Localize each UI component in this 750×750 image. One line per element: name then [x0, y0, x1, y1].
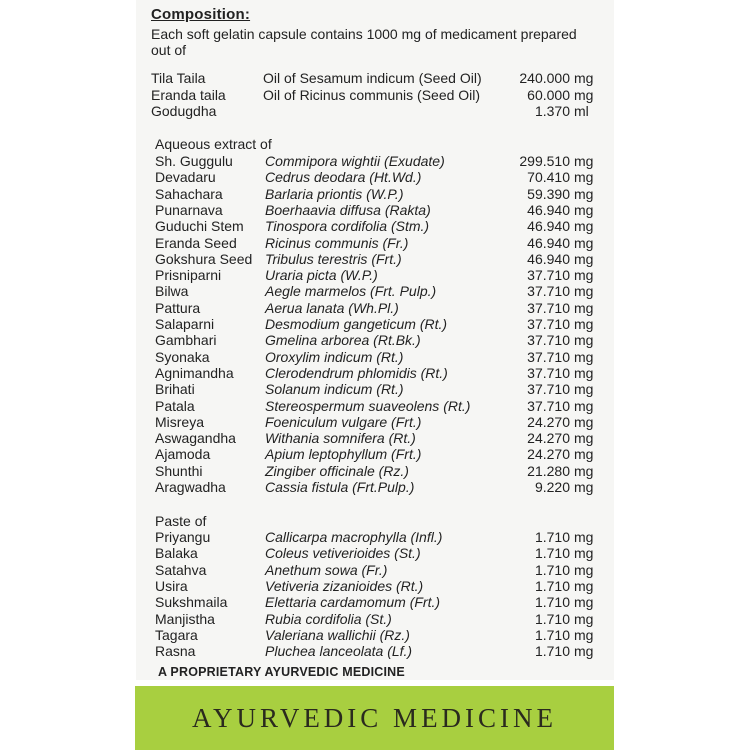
ingredient-quantity	[470, 529, 596, 545]
quantity-value: 37.710	[527, 283, 570, 300]
quantity-value: 37.710	[527, 267, 570, 284]
ingredient-source: Elettaria cardamomum (Frt.)	[265, 594, 441, 611]
ingredient-name: Agnimandha	[155, 364, 234, 381]
ingredient-row	[0, 446, 750, 462]
quantity-value: 46.940	[527, 201, 570, 218]
ingredient-quantity	[470, 349, 596, 365]
ingredient-source: Ricinus communis (Fr.)	[265, 234, 409, 251]
ingredient-row	[0, 398, 750, 414]
quantity-unit: mg	[574, 626, 594, 643]
quantity-unit: mg	[574, 446, 594, 463]
ingredient-name: Patala	[155, 397, 195, 414]
quantity-unit: mg	[574, 397, 594, 414]
ingredient-row	[0, 70, 750, 86]
quantity-unit: mg	[574, 86, 594, 103]
ingredient-name: Ajamoda	[155, 446, 211, 463]
quantity-unit: mg	[574, 413, 594, 430]
ingredient-source: Gmelina arborea (Rt.Bk.)	[265, 332, 421, 349]
ingredient-quantity	[470, 70, 596, 86]
ingredient-source: Withania somnifera (Rt.)	[265, 430, 416, 447]
ingredient-name: Satahva	[155, 561, 207, 578]
ingredient-name: Sukshmaila	[155, 594, 228, 611]
ingredient-row	[0, 332, 750, 348]
ingredient-name: Punarnava	[155, 201, 223, 218]
quantity-value: 240.000	[519, 70, 570, 86]
quantity-value: 24.270	[527, 413, 570, 430]
ingredient-quantity	[470, 627, 596, 643]
ingredient-row	[0, 169, 750, 185]
quantity-unit: mg	[574, 283, 594, 300]
quantity-unit: mg	[574, 234, 594, 251]
ingredient-row	[0, 316, 750, 332]
ingredient-name: Sh. Guggulu	[155, 153, 233, 169]
ingredient-quantity	[470, 300, 596, 316]
quantity-unit: mg	[574, 218, 594, 235]
ingredient-row	[0, 251, 750, 267]
quantity-value: 1.710	[534, 561, 570, 578]
paste-label: Paste of	[155, 513, 207, 529]
quantity-value: 24.270	[527, 446, 570, 463]
quantity-unit: mg	[574, 577, 594, 594]
ingredient-source: Tinospora cordifolia (Stm.)	[265, 218, 430, 235]
ingredient-name: Syonaka	[155, 348, 210, 365]
ingredient-row	[0, 430, 750, 446]
ingredient-quantity	[470, 283, 596, 299]
ingredient-source: Valeriana wallichii (Rz.)	[265, 626, 410, 643]
ingredient-row	[0, 414, 750, 430]
ingredient-source: Tribulus terestris (Frt.)	[265, 250, 402, 267]
ingredient-quantity	[470, 398, 596, 414]
ingredient-row	[0, 381, 750, 397]
ingredient-quantity	[470, 463, 596, 479]
quantity-value: 1.710	[534, 643, 570, 660]
ingredient-quantity	[470, 251, 596, 267]
ingredient-name: Devadaru	[155, 169, 216, 186]
ingredient-source: Aerua lanata (Wh.Pl.)	[265, 299, 399, 316]
ingredient-quantity	[470, 611, 596, 627]
ingredient-name: Prisniparni	[155, 267, 222, 284]
quantity-unit: mg	[574, 299, 594, 316]
ingredient-row	[0, 87, 750, 103]
quantity-unit: mg	[574, 201, 594, 218]
ingredient-quantity	[470, 218, 596, 234]
ingredient-quantity	[470, 169, 596, 185]
ingredient-name: Salaparni	[155, 316, 215, 332]
quantity-value: 37.710	[527, 332, 570, 349]
quantity-unit: mg	[574, 462, 594, 479]
ingredient-row	[0, 562, 750, 578]
quantity-value: 37.710	[527, 316, 570, 332]
ingredient-quantity	[470, 446, 596, 462]
composition-heading: Composition:	[151, 6, 251, 23]
ingredient-name: Manjistha	[155, 610, 215, 627]
ingredient-source: Barlaria priontis (W.P.)	[265, 185, 404, 202]
quantity-unit: mg	[574, 153, 594, 169]
ingredient-quantity	[470, 545, 596, 561]
ingredient-name: Priyangu	[155, 529, 211, 545]
ingredient-quantity	[470, 578, 596, 594]
quantity-unit: mg	[574, 364, 594, 381]
ingredient-source: Boerhaavia diffusa (Rakta)	[265, 201, 431, 218]
ingredient-row	[0, 283, 750, 299]
ingredient-row	[0, 479, 750, 495]
quantity-value: 46.940	[527, 218, 570, 235]
quantity-unit: mg	[574, 479, 594, 495]
ingredient-source: Commipora wightii (Exudate)	[265, 153, 445, 169]
ingredient-source: Cedrus deodara (Ht.Wd.)	[265, 169, 422, 186]
ingredient-name: Misreya	[155, 413, 205, 430]
quantity-value: 299.510	[519, 153, 570, 169]
quantity-value: 37.710	[527, 381, 570, 398]
quantity-value: 37.710	[527, 299, 570, 316]
ingredient-quantity	[470, 186, 596, 202]
ingredient-source: Coleus vetiverioides (St.)	[265, 545, 421, 562]
ingredient-source: Stereospermum suaveolens (Rt.)	[265, 397, 471, 414]
ingredient-row	[0, 594, 750, 610]
ingredient-quantity	[470, 365, 596, 381]
ingredient-row	[0, 545, 750, 561]
ingredient-row	[0, 578, 750, 594]
quantity-value: 1.710	[534, 626, 570, 643]
quantity-value: 1.710	[534, 610, 570, 627]
ingredient-source: Desmodium gangeticum (Rt.)	[265, 316, 448, 332]
ingredient-name: Bilwa	[155, 283, 189, 300]
ayurvedic-medicine-banner	[135, 686, 614, 750]
ingredient-quantity	[470, 267, 596, 283]
quantity-value: 46.940	[527, 250, 570, 267]
ingredient-quantity	[470, 235, 596, 251]
aqueous-extract-label: Aqueous extract of	[155, 136, 272, 152]
ingredient-source: Zingiber officinale (Rz.)	[265, 462, 409, 479]
ingredient-row	[0, 300, 750, 316]
ingredient-source: Oil of Ricinus communis (Seed Oil)	[263, 86, 481, 103]
ingredient-name: Tagara	[155, 626, 198, 643]
ingredient-name: Sahachara	[155, 185, 223, 202]
ingredient-name: Eranda taila	[151, 86, 226, 103]
ingredient-source: Apium leptophyllum (Frt.)	[265, 446, 422, 463]
quantity-value: 60.000	[527, 86, 570, 103]
quantity-unit: mg	[574, 561, 594, 578]
ingredient-source: Clerodendrum phlomidis (Rt.)	[265, 364, 448, 381]
banner-text: AYURVEDIC MEDICINE	[191, 702, 558, 733]
ingredient-name: Gokshura Seed	[155, 250, 253, 267]
quantity-unit: mg	[574, 430, 594, 447]
quantity-value: 1.710	[534, 529, 570, 545]
ingredient-row	[0, 627, 750, 643]
quantity-value: 37.710	[527, 348, 570, 365]
ingredient-name: Gambhari	[155, 332, 217, 349]
ingredient-name: Usira	[155, 577, 188, 594]
ingredient-source: Uraria picta (W.P.)	[265, 267, 378, 284]
ingredient-source: Pluchea lanceolata (Lf.)	[265, 643, 413, 660]
ingredient-quantity	[470, 479, 596, 495]
ingredient-name: Eranda Seed	[155, 234, 237, 251]
ingredient-row	[0, 529, 750, 545]
ingredient-source: Aegle marmelos (Frt. Pulp.)	[265, 283, 437, 300]
quantity-value: 1.710	[534, 577, 570, 594]
ingredient-row	[0, 365, 750, 381]
ingredient-quantity	[470, 87, 596, 103]
quantity-unit: mg	[574, 545, 594, 562]
ingredient-name: Brihati	[155, 381, 195, 398]
quantity-unit: mg	[574, 594, 594, 611]
ingredient-row	[0, 153, 750, 169]
quantity-unit: mg	[574, 316, 594, 332]
quantity-value: 1.710	[534, 545, 570, 562]
ingredient-source: Foeniculum vulgare (Frt.)	[265, 413, 422, 430]
quantity-value: 1.370	[534, 103, 570, 119]
quantity-value: 24.270	[527, 430, 570, 447]
ingredient-quantity	[470, 643, 596, 659]
ingredient-quantity	[470, 103, 596, 119]
quantity-unit: mg	[574, 643, 594, 660]
quantity-unit: mg	[574, 169, 594, 186]
ingredient-source: Cassia fistula (Frt.Pulp.)	[265, 479, 415, 495]
ingredient-row	[0, 463, 750, 479]
quantity-value: 1.710	[534, 594, 570, 611]
ingredient-row	[0, 643, 750, 659]
ingredient-quantity	[470, 562, 596, 578]
ingredient-name: Aswagandha	[155, 430, 236, 447]
proprietary-note: A PROPRIETARY AYURVEDIC MEDICINE	[158, 665, 405, 679]
quantity-unit: mg	[574, 70, 594, 86]
quantity-unit: ml	[574, 103, 589, 119]
ingredient-row	[0, 186, 750, 202]
ingredient-quantity	[470, 202, 596, 218]
ingredient-row	[0, 349, 750, 365]
ingredient-source: Solanum indicum (Rt.)	[265, 381, 404, 398]
ingredient-row	[0, 235, 750, 251]
quantity-value: 21.280	[527, 462, 570, 479]
quantity-value: 9.220	[534, 479, 570, 495]
ingredient-source: Vetiveria zizanioides (Rt.)	[265, 577, 424, 594]
quantity-unit: mg	[574, 332, 594, 349]
ingredient-source: Callicarpa macrophylla (Infl.)	[265, 529, 443, 545]
ingredient-name: Balaka	[155, 545, 198, 562]
quantity-value: 37.710	[527, 397, 570, 414]
ingredient-quantity	[470, 316, 596, 332]
ingredient-source: Anethum sowa (Fr.)	[265, 561, 388, 578]
composition-intro: Each soft gelatin capsule contains 1000 mg of medicament prepared out of	[151, 26, 577, 58]
ingredient-row	[0, 218, 750, 234]
quantity-value: 46.940	[527, 234, 570, 251]
ingredient-quantity	[470, 430, 596, 446]
quantity-value: 70.410	[527, 169, 570, 186]
quantity-value: 59.390	[527, 185, 570, 202]
ingredient-name: Guduchi Stem	[155, 218, 244, 235]
ingredient-row	[0, 202, 750, 218]
ingredient-name: Pattura	[155, 299, 201, 316]
ingredient-source: Oil of Sesamum indicum (Seed Oil)	[263, 70, 482, 86]
ingredient-source: Oroxylim indicum (Rt.)	[265, 348, 404, 365]
ingredient-name: Rasna	[155, 643, 196, 660]
ingredient-row	[0, 267, 750, 283]
ingredient-name: Godugdha	[151, 103, 217, 119]
ingredient-name: Aragwadha	[155, 479, 226, 495]
quantity-unit: mg	[574, 529, 594, 545]
quantity-unit: mg	[574, 267, 594, 284]
ingredient-source: Rubia cordifolia (St.)	[265, 610, 392, 627]
ingredient-row	[0, 611, 750, 627]
quantity-unit: mg	[574, 185, 594, 202]
ingredient-quantity	[470, 381, 596, 397]
ingredient-name: Tila Taila	[151, 70, 206, 86]
quantity-value: 37.710	[527, 364, 570, 381]
quantity-unit: mg	[574, 250, 594, 267]
quantity-unit: mg	[574, 348, 594, 365]
ingredient-name: Shunthi	[155, 462, 203, 479]
quantity-unit: mg	[574, 610, 594, 627]
ingredient-quantity	[470, 332, 596, 348]
ingredient-row	[0, 103, 750, 119]
quantity-unit: mg	[574, 381, 594, 398]
ingredient-quantity	[470, 414, 596, 430]
ingredient-quantity	[470, 153, 596, 169]
ingredient-quantity	[470, 594, 596, 610]
